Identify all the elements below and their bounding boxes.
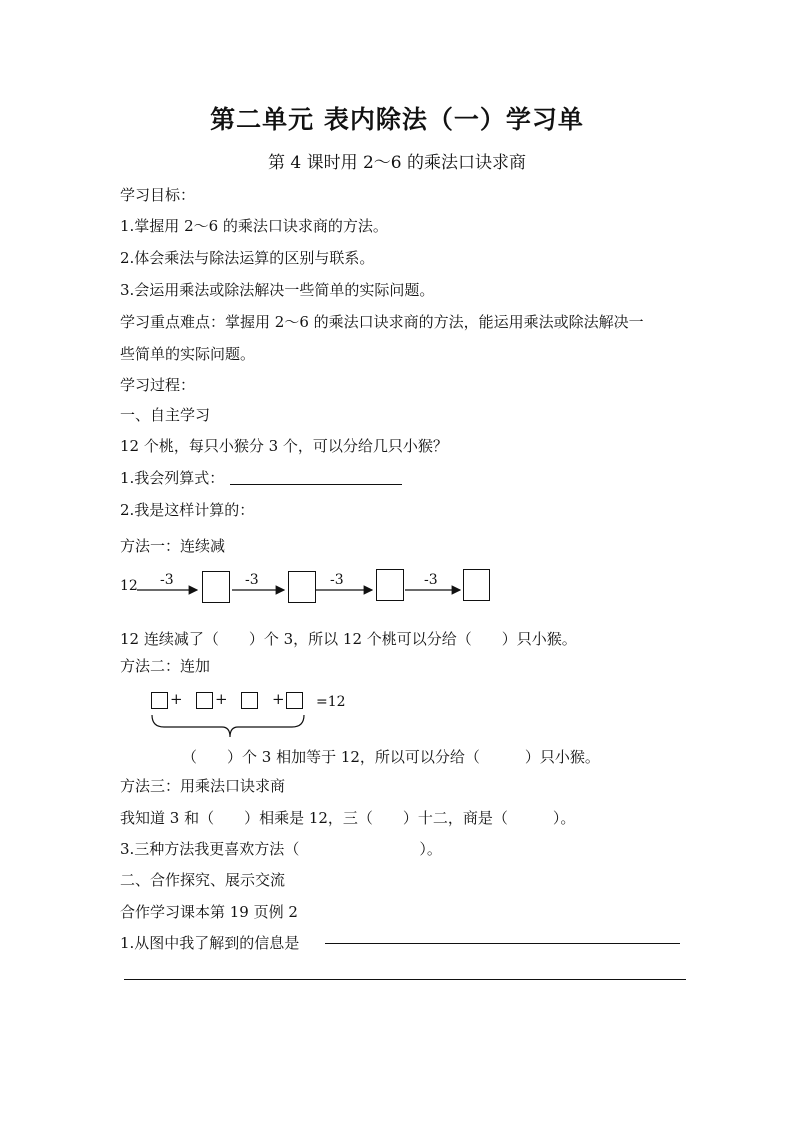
plus-sign: + <box>170 690 183 708</box>
key-points-line: 些简单的实际问题。 <box>120 345 256 363</box>
page-title: 第二单元 表内除法（一）学习单 <box>210 105 584 134</box>
plus-sign: + <box>215 690 228 708</box>
method3-text: 我知道 3 和（ ）相乘是 12，三（ ）十二，商是（ ）。 <box>120 809 576 827</box>
process-heading: 学习过程： <box>120 376 196 394</box>
question-3: 3.三种方法我更喜欢方法（ ）。 <box>120 840 442 858</box>
plus-sign: + <box>272 690 285 708</box>
goal-item: 1.掌握用 2～6 的乘法口诀求商的方法。 <box>120 217 388 235</box>
sum-result: =12 <box>316 694 346 710</box>
method2-title: 方法二：连加 <box>120 657 211 675</box>
goal-item: 2.体会乘法与除法运算的区别与联系。 <box>120 249 375 267</box>
method1-title: 方法一：连续减 <box>120 537 226 555</box>
step-label: -3 <box>330 572 344 588</box>
goal-item: 3.会运用乘法或除法解决一些简单的实际问题。 <box>120 281 435 299</box>
answer-blank-line[interactable] <box>124 979 686 980</box>
method1-start-number: 12 <box>120 578 138 594</box>
section1-title: 一、自主学习 <box>120 406 211 424</box>
goals-heading: 学习目标： <box>120 186 196 204</box>
method2-text: （ ）个 3 相加等于 12，所以可以分给（ ）只小猴。 <box>182 748 600 766</box>
question-2: 2.我是这样计算的： <box>120 501 255 519</box>
problem-text: 12 个桃，每只小猴分 3 个，可以分给几只小猴？ <box>120 437 448 455</box>
method1-text: 12 连续减了（ ）个 3，所以 12 个桃可以分给（ ）只小猴。 <box>120 630 577 648</box>
key-points-line: 学习重点难点：掌握用 2～6 的乘法口诀求商的方法，能运用乘法或除法解决一 <box>120 313 644 331</box>
info-question: 1.从图中我了解到的信息是 <box>120 934 300 952</box>
coop-text: 合作学习课本第 19 页例 2 <box>120 903 298 921</box>
question-1: 1.我会列算式： <box>120 469 225 487</box>
answer-blank-line[interactable] <box>325 943 680 944</box>
step-label: -3 <box>245 572 259 588</box>
method3-title: 方法三：用乘法口诀求商 <box>120 777 286 795</box>
page-subtitle: 第 4 课时用 2～6 的乘法口诀求商 <box>267 153 527 173</box>
section2-title: 二、合作探究、展示交流 <box>120 871 286 889</box>
step-label: -3 <box>160 572 174 588</box>
step-label: -3 <box>424 572 438 588</box>
